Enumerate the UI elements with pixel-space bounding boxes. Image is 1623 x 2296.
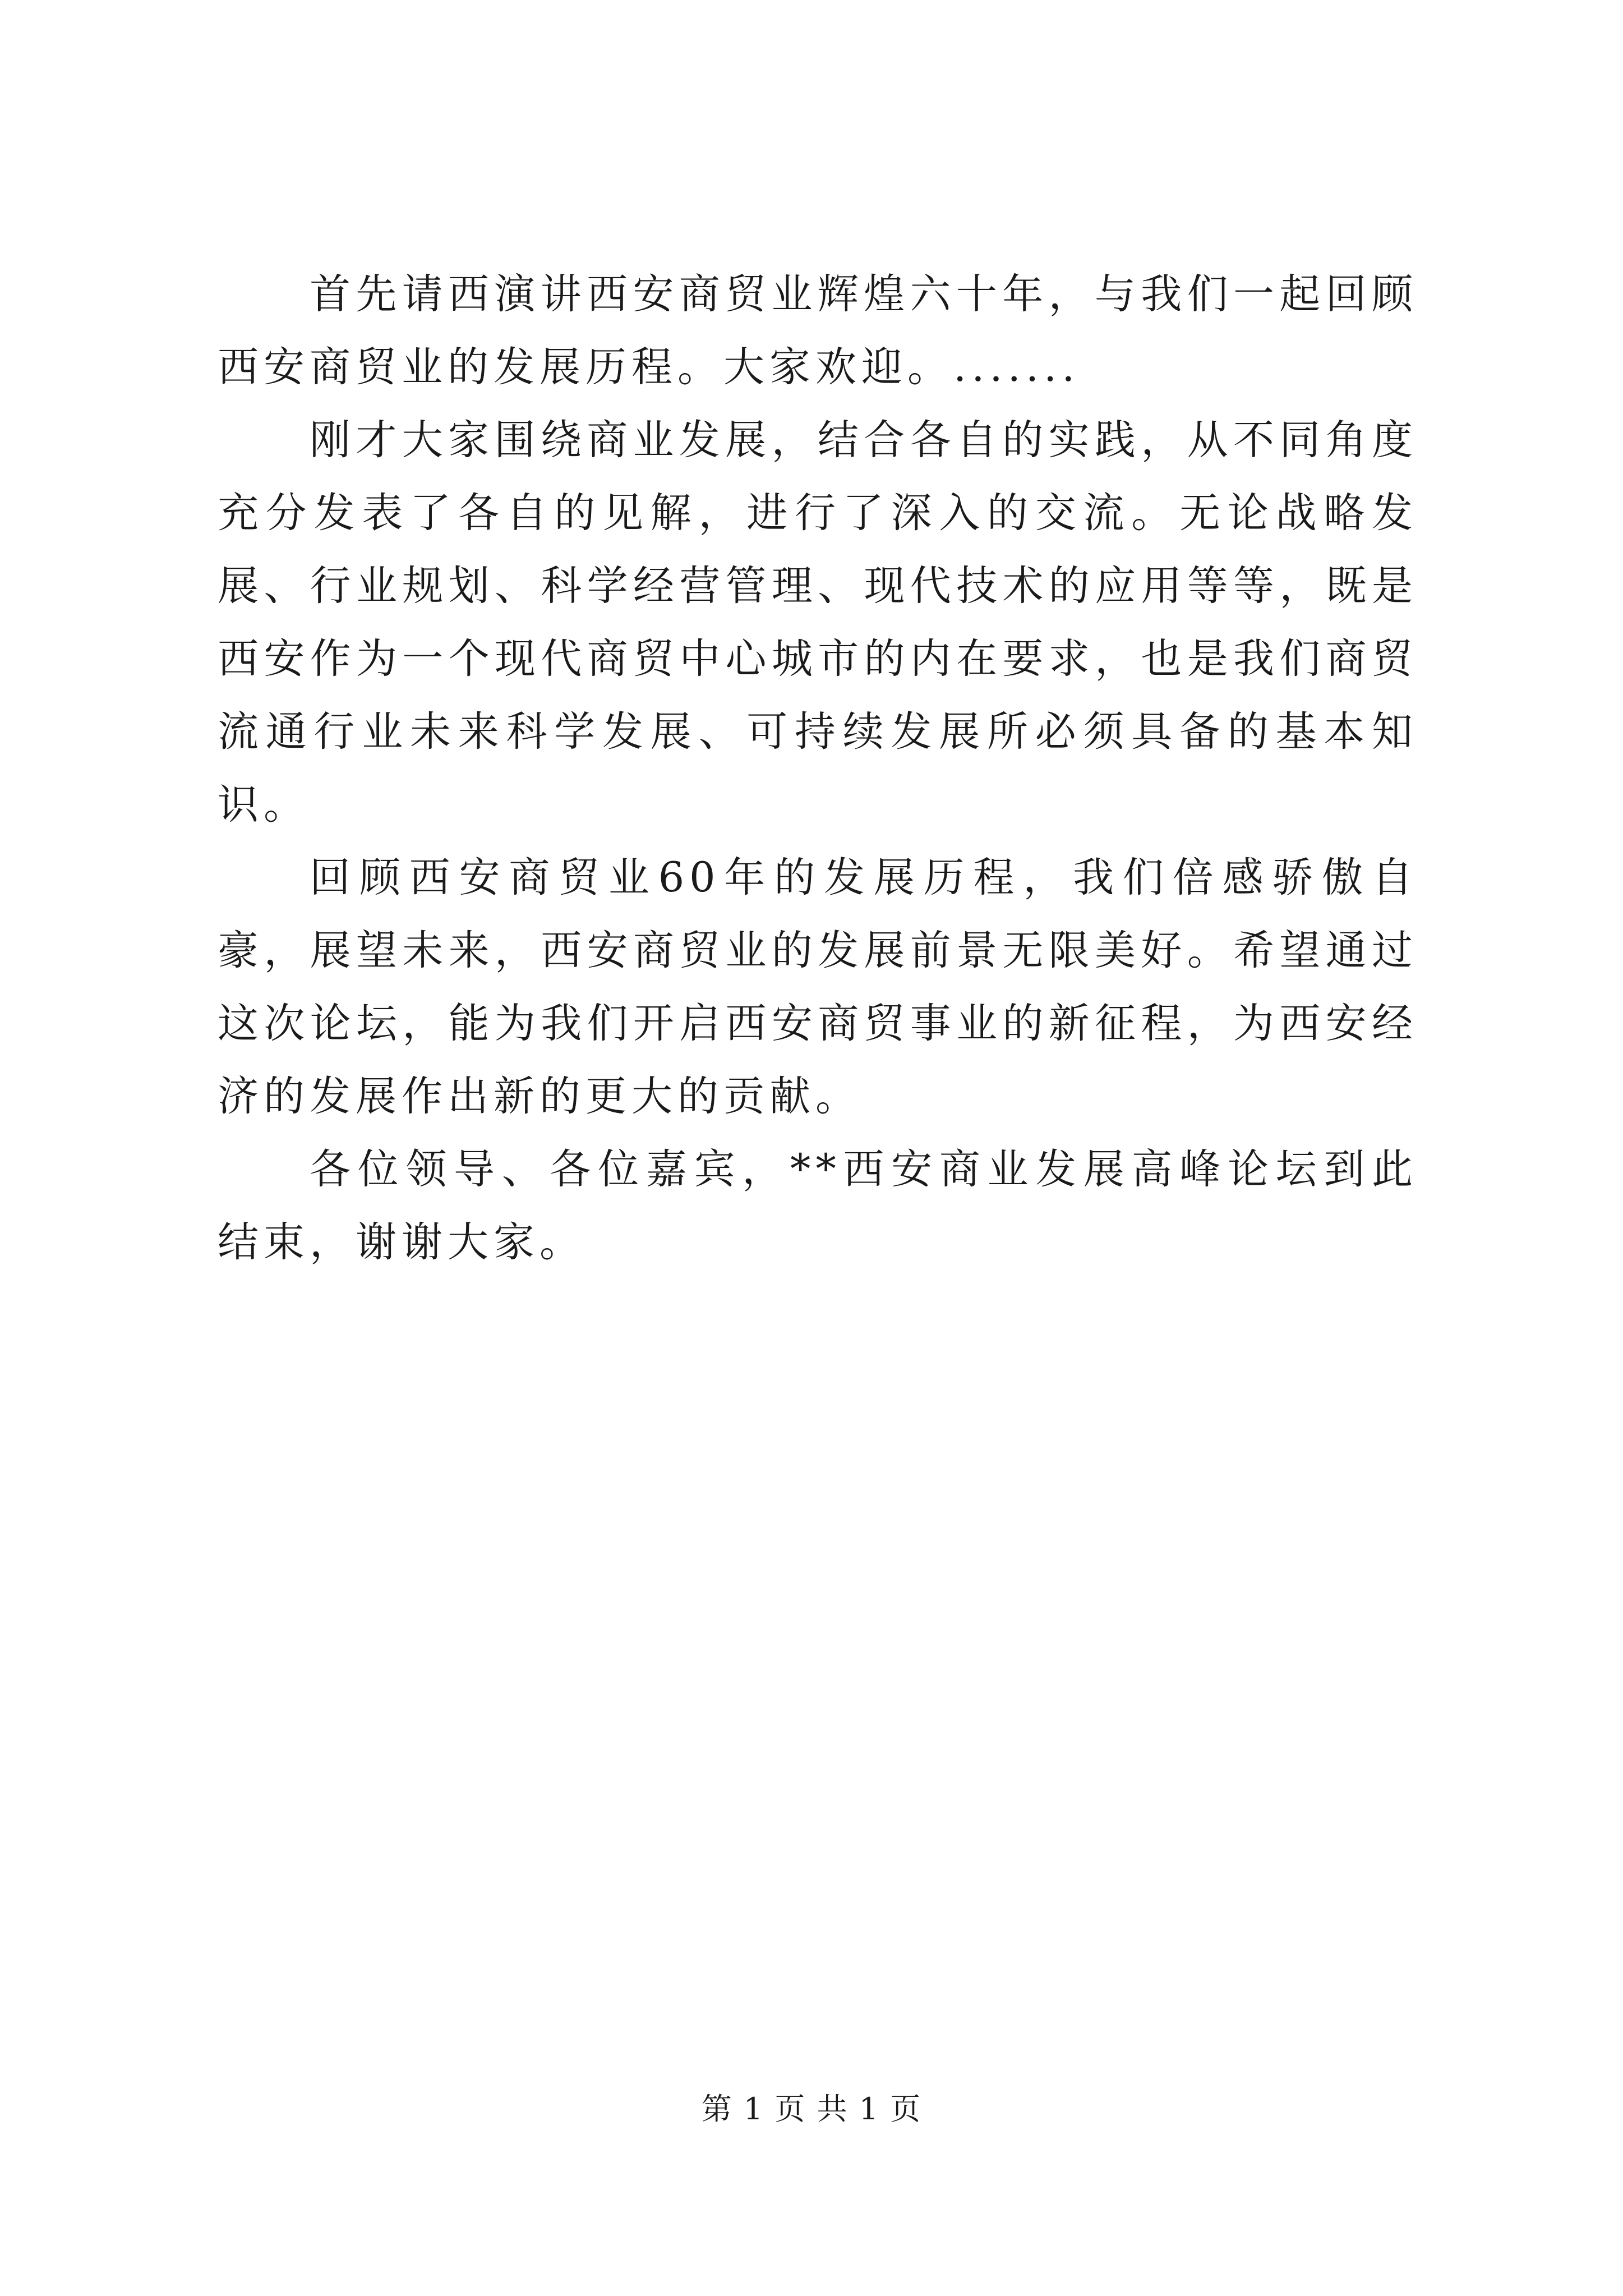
- page-number-footer: 第 1 页 共 1 页: [701, 2091, 922, 2127]
- paragraph-discussion-summary: 刚才大家围绕商业发展，结合各自的实践，从不同角度充分发表了各自的见解，进行了深入的交流。无论战略发展、行业规划、科学经营管理、现代技术的应用等等，既是西安作为一个现代商贸中心城市的内在要求，也是我们商贸流通行业未来科学发展、可持续发展所必须具备的基本知识。: [218, 416, 1418, 829]
- document-body: [218, 258, 1418, 1279]
- paragraph-opening: 首先请西演讲西安商贸业辉煌六十年，与我们一起回顾西安商贸业的发展历程。大家欢迎。.......: [218, 270, 1418, 391]
- paragraph-closing: 各位领导、各位嘉宾，**西安商业发展高峰论坛到此结束，谢谢大家。: [218, 1145, 1418, 1266]
- paragraph-review-and-outlook: 回顾西安商贸业60年的发展历程，我们倍感骄傲自豪，展望未来，西安商贸业的发展前景无限美好。希望通过这次论坛，能为我们开启西安商贸事业的新征程，为西安经济的发展作出新的更大的贡献。: [218, 854, 1418, 1120]
